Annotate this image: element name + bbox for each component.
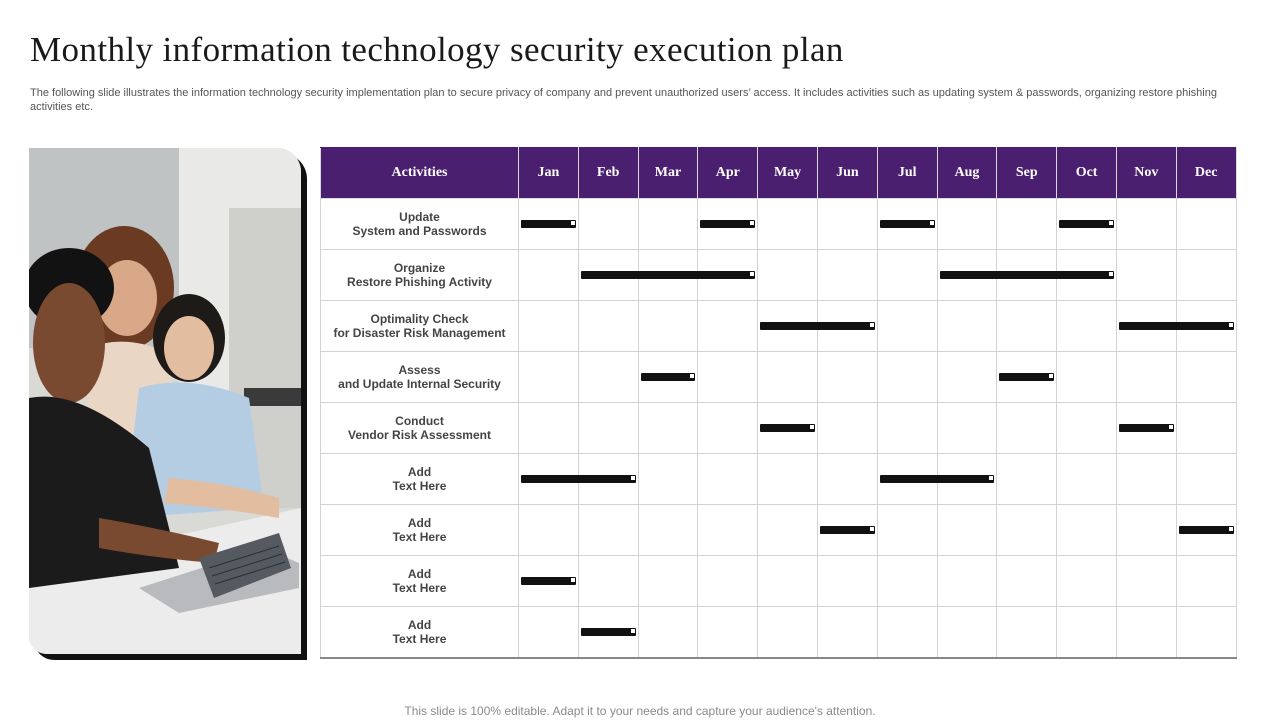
activity-label-line2: for Disaster Risk Management bbox=[333, 326, 506, 340]
month-cell bbox=[638, 403, 698, 454]
table-row bbox=[321, 301, 1237, 352]
month-cell bbox=[877, 301, 937, 352]
month-cell bbox=[758, 556, 818, 607]
month-cell bbox=[638, 556, 698, 607]
month-cell bbox=[1116, 556, 1176, 607]
month-cell bbox=[1176, 556, 1236, 607]
activity-label-line2: Text Here bbox=[392, 581, 447, 595]
activity-label-line1: Optimality Check bbox=[370, 312, 469, 326]
timeline-bar bbox=[820, 526, 875, 534]
activity-label-line1: Update bbox=[399, 210, 440, 224]
slide-title: Monthly information technology security execution plan bbox=[30, 30, 844, 69]
month-cell bbox=[1116, 301, 1176, 352]
table-row bbox=[321, 403, 1237, 454]
month-cell bbox=[698, 454, 758, 505]
month-cell bbox=[1057, 607, 1117, 659]
month-cell bbox=[937, 352, 997, 403]
month-cell bbox=[698, 301, 758, 352]
month-header-feb: Feb bbox=[578, 148, 638, 199]
month-cell bbox=[937, 199, 997, 250]
month-cell bbox=[877, 556, 937, 607]
timeline-bar bbox=[1179, 526, 1234, 534]
activity-cell bbox=[321, 250, 519, 301]
timeline-bar bbox=[581, 271, 755, 279]
execution-plan-table bbox=[320, 147, 1237, 659]
month-cell bbox=[758, 199, 818, 250]
slide-subtitle: The following slide illustrates the information technology security implementation plan to secure privacy of company and prevent unauthorized users’ access. It includes activities such as updating system & passwords, organizing restore phishing activities etc. bbox=[30, 87, 1217, 113]
month-header-mar: Mar bbox=[638, 148, 698, 199]
timeline-bar bbox=[999, 373, 1054, 381]
month-cell bbox=[578, 301, 638, 352]
activity-label-line1: Conduct bbox=[395, 414, 444, 428]
month-cell bbox=[578, 250, 638, 301]
month-cell bbox=[997, 301, 1057, 352]
month-cell bbox=[1176, 607, 1236, 659]
timeline-bar bbox=[940, 271, 1114, 279]
month-cell bbox=[937, 301, 997, 352]
month-cell bbox=[817, 250, 877, 301]
month-cell bbox=[698, 199, 758, 250]
footer-note: This slide is 100% editable. Adapt it to your needs and capture your audience's attention. bbox=[404, 704, 876, 718]
activity-label-line2: Text Here bbox=[392, 632, 447, 646]
month-cell bbox=[817, 403, 877, 454]
activity-label-line2: Restore Phishing Activity bbox=[347, 275, 492, 289]
month-cell bbox=[997, 352, 1057, 403]
month-cell bbox=[758, 505, 818, 556]
month-header-nov: Nov bbox=[1116, 148, 1176, 199]
month-header-dec: Dec bbox=[1176, 148, 1236, 199]
month-cell bbox=[817, 607, 877, 659]
month-cell bbox=[1057, 199, 1117, 250]
month-header-jul: Jul bbox=[877, 148, 937, 199]
month-cell bbox=[1116, 607, 1176, 659]
team-photo bbox=[29, 148, 301, 654]
month-cell bbox=[877, 607, 937, 659]
month-cell bbox=[1057, 352, 1117, 403]
month-cell bbox=[698, 403, 758, 454]
month-cell bbox=[758, 454, 818, 505]
month-cell bbox=[519, 403, 579, 454]
month-cell bbox=[758, 250, 818, 301]
month-cell bbox=[519, 454, 579, 505]
month-cell bbox=[758, 352, 818, 403]
activity-cell bbox=[321, 199, 519, 250]
month-cell bbox=[578, 199, 638, 250]
month-cell bbox=[578, 352, 638, 403]
table-row bbox=[321, 556, 1237, 607]
month-cell bbox=[638, 301, 698, 352]
month-cell bbox=[997, 403, 1057, 454]
month-header-jan: Jan bbox=[519, 148, 579, 199]
month-cell bbox=[758, 403, 818, 454]
activity-label-line2: Text Here bbox=[392, 530, 447, 544]
team-photo-illustration bbox=[29, 148, 301, 654]
month-cell bbox=[817, 556, 877, 607]
table-body bbox=[321, 199, 1237, 659]
month-cell bbox=[1176, 403, 1236, 454]
activity-cell bbox=[321, 352, 519, 403]
activity-cell bbox=[321, 556, 519, 607]
month-header-aug: Aug bbox=[937, 148, 997, 199]
activity-label-line2: Text Here bbox=[392, 479, 447, 493]
month-cell bbox=[877, 250, 937, 301]
month-cell bbox=[698, 505, 758, 556]
month-cell bbox=[1176, 250, 1236, 301]
table-row bbox=[321, 250, 1237, 301]
table-row bbox=[321, 199, 1237, 250]
month-cell bbox=[877, 454, 937, 505]
month-cell bbox=[1116, 352, 1176, 403]
month-cell bbox=[519, 556, 579, 607]
month-cell bbox=[578, 505, 638, 556]
month-cell bbox=[1176, 199, 1236, 250]
activity-cell bbox=[321, 454, 519, 505]
month-cell bbox=[817, 199, 877, 250]
month-cell bbox=[877, 403, 937, 454]
timeline-bar bbox=[641, 373, 696, 381]
month-cell bbox=[877, 352, 937, 403]
month-cell bbox=[638, 607, 698, 659]
month-cell bbox=[997, 454, 1057, 505]
month-cell bbox=[997, 556, 1057, 607]
month-header-may: May bbox=[758, 148, 818, 199]
month-cell bbox=[937, 607, 997, 659]
month-cell bbox=[817, 505, 877, 556]
timeline-bar bbox=[521, 475, 636, 483]
timeline-bar bbox=[880, 220, 935, 228]
timeline-bar bbox=[700, 220, 755, 228]
month-cell bbox=[937, 505, 997, 556]
month-cell bbox=[698, 556, 758, 607]
timeline-bar bbox=[880, 475, 995, 483]
table-row bbox=[321, 505, 1237, 556]
month-cell bbox=[1057, 454, 1117, 505]
activity-cell bbox=[321, 505, 519, 556]
month-cell bbox=[578, 607, 638, 659]
month-cell bbox=[817, 454, 877, 505]
month-cell bbox=[817, 352, 877, 403]
timeline-bar bbox=[760, 322, 875, 330]
timeline-bar bbox=[760, 424, 815, 432]
activity-label-line1: Add bbox=[407, 618, 432, 632]
activity-cell bbox=[321, 301, 519, 352]
month-cell bbox=[1116, 454, 1176, 505]
month-cell bbox=[519, 301, 579, 352]
month-cell bbox=[638, 454, 698, 505]
month-cell bbox=[1176, 454, 1236, 505]
activity-label-line1: Add bbox=[407, 465, 432, 479]
photo-frame bbox=[29, 148, 307, 660]
timeline-bar bbox=[521, 577, 576, 585]
month-cell bbox=[877, 199, 937, 250]
month-cell bbox=[578, 556, 638, 607]
month-cell bbox=[758, 607, 818, 659]
month-header-oct: Oct bbox=[1057, 148, 1117, 199]
month-cell bbox=[937, 403, 997, 454]
table-row bbox=[321, 352, 1237, 403]
month-header-apr: Apr bbox=[698, 148, 758, 199]
month-cell bbox=[1057, 505, 1117, 556]
activity-label-line1: Add bbox=[407, 567, 432, 581]
activity-label-line1: Organize bbox=[393, 261, 446, 275]
month-cell bbox=[997, 505, 1057, 556]
activity-label-line2: System and Passwords bbox=[352, 224, 487, 238]
month-cell bbox=[519, 607, 579, 659]
activity-label-line2: Vendor Risk Assessment bbox=[348, 428, 491, 442]
month-cell bbox=[519, 505, 579, 556]
month-cell bbox=[937, 250, 997, 301]
month-cell bbox=[578, 403, 638, 454]
activities-header: Activities bbox=[321, 148, 519, 199]
activity-cell bbox=[321, 607, 519, 659]
month-cell bbox=[937, 556, 997, 607]
activity-label-line1: Assess bbox=[398, 363, 441, 377]
timeline-bar bbox=[581, 628, 636, 636]
timeline-bar bbox=[1119, 322, 1234, 330]
month-cell bbox=[1057, 301, 1117, 352]
month-cell bbox=[1116, 403, 1176, 454]
timeline-bar bbox=[521, 220, 576, 228]
month-cell bbox=[1176, 352, 1236, 403]
month-header-jun: Jun bbox=[817, 148, 877, 199]
month-cell bbox=[519, 352, 579, 403]
month-cell bbox=[997, 199, 1057, 250]
table-header-row bbox=[321, 148, 1237, 199]
month-cell bbox=[638, 352, 698, 403]
month-cell bbox=[758, 301, 818, 352]
month-cell bbox=[877, 505, 937, 556]
month-cell bbox=[1057, 403, 1117, 454]
month-cell bbox=[698, 607, 758, 659]
month-cell bbox=[1057, 556, 1117, 607]
month-cell bbox=[997, 607, 1057, 659]
activity-cell bbox=[321, 403, 519, 454]
month-cell bbox=[638, 505, 698, 556]
activity-label-line1: Add bbox=[407, 516, 432, 530]
month-cell bbox=[519, 250, 579, 301]
month-cell bbox=[1116, 250, 1176, 301]
month-header-sep: Sep bbox=[997, 148, 1057, 199]
month-cell bbox=[1176, 505, 1236, 556]
table-row bbox=[321, 607, 1237, 659]
activity-label-line2: and Update Internal Security bbox=[338, 377, 501, 391]
month-cell bbox=[1116, 505, 1176, 556]
timeline-bar bbox=[1059, 220, 1114, 228]
table-row bbox=[321, 454, 1237, 505]
month-cell bbox=[698, 352, 758, 403]
month-cell bbox=[1116, 199, 1176, 250]
timeline-bar bbox=[1119, 424, 1174, 432]
month-cell bbox=[638, 199, 698, 250]
month-cell bbox=[519, 199, 579, 250]
